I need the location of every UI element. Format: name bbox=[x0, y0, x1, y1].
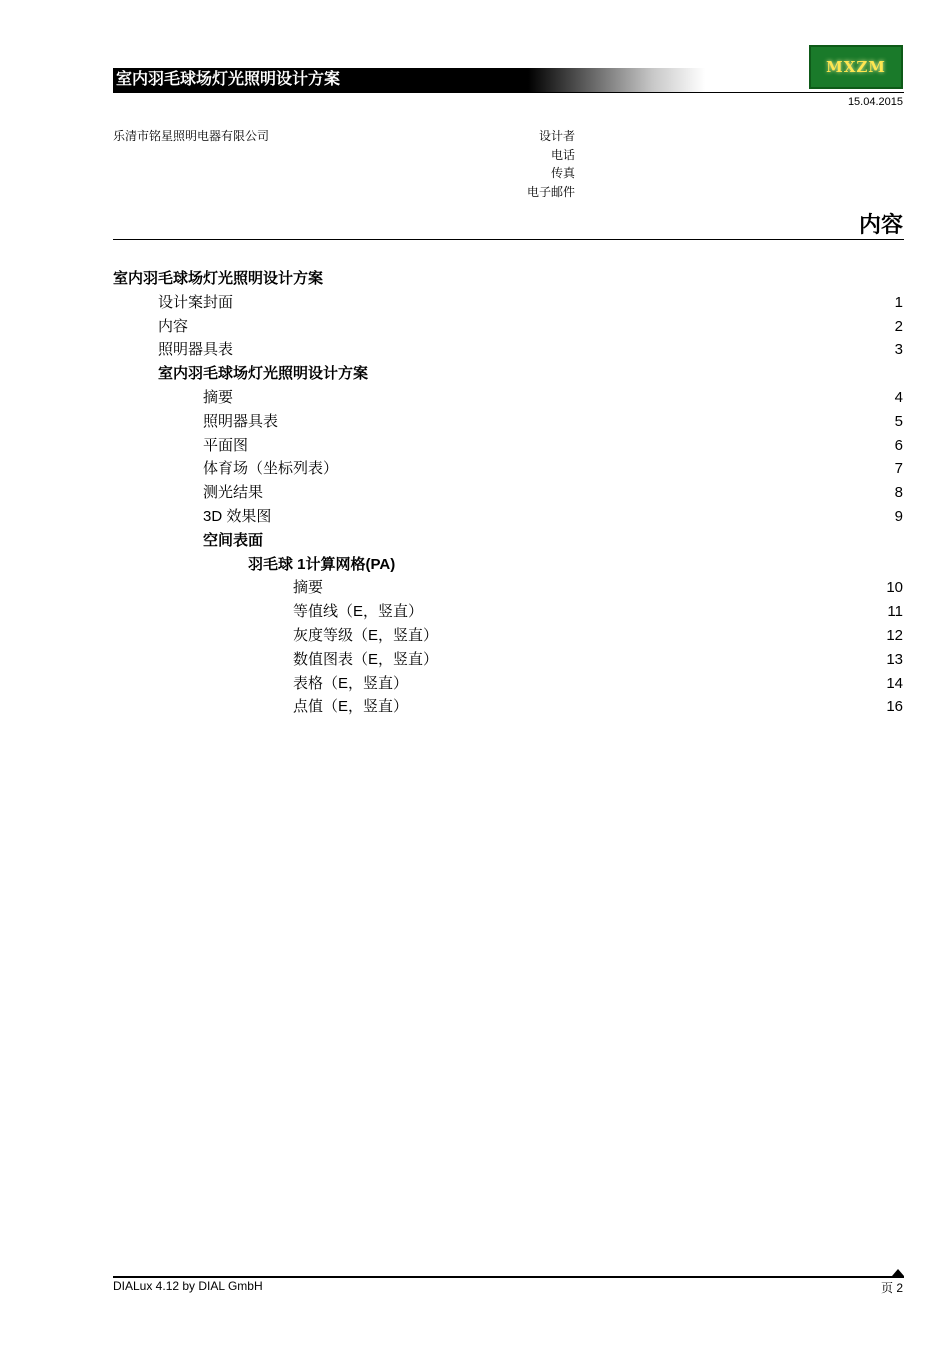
toc-entry-label: 摘要 bbox=[203, 389, 234, 406]
toc-entry-label: 数值图表（E，竖直） bbox=[293, 650, 439, 668]
toc-entry[interactable] bbox=[0, 626, 950, 650]
footer-marker-icon bbox=[892, 1269, 904, 1276]
toc-entry-page: 7 bbox=[894, 460, 903, 478]
toc-entry[interactable] bbox=[0, 531, 950, 555]
toc-entry-label: 照明器具表 bbox=[158, 341, 234, 359]
toc-entry-label: 室内羽毛球场灯光照明设计方案 bbox=[158, 365, 369, 383]
toc-entry[interactable] bbox=[0, 412, 950, 436]
company-logo bbox=[809, 45, 903, 89]
company-name: 乐清市铭星照明电器有限公司 bbox=[113, 129, 270, 143]
toc-entry[interactable] bbox=[0, 340, 950, 364]
phone-label: 电话 bbox=[550, 148, 575, 162]
toc-entry-label: 内容 bbox=[158, 317, 189, 335]
toc-entry[interactable] bbox=[0, 674, 950, 698]
toc-entry-page: 3 bbox=[894, 341, 903, 359]
designer-label: 设计者 bbox=[538, 129, 575, 143]
toc-entry-page: 8 bbox=[894, 484, 903, 502]
header-divider bbox=[113, 92, 904, 93]
toc-entry-page: 1 bbox=[894, 293, 903, 311]
footer-page-number: 页 2 bbox=[880, 1281, 903, 1295]
toc-entry-label: 空间表面 bbox=[203, 531, 264, 549]
fax-label: 传真 bbox=[550, 166, 575, 180]
toc-entry-page: 5 bbox=[894, 412, 903, 430]
toc-entry-label: 室内羽毛球场灯光照明设计方案 bbox=[113, 270, 324, 287]
toc-entry-page: 14 bbox=[886, 674, 903, 692]
toc-entry-label: 体育场（坐标列表） bbox=[203, 460, 339, 478]
toc-entry-label: 照明器具表 bbox=[203, 412, 279, 430]
toc-entry-page: 9 bbox=[894, 508, 903, 525]
footer-software: DIALux 4.12 by DIAL GmbH bbox=[113, 1279, 263, 1293]
toc-entry[interactable] bbox=[0, 555, 950, 579]
toc-entry[interactable] bbox=[0, 293, 950, 317]
toc-entry[interactable] bbox=[0, 507, 950, 531]
toc-entry-page: 2 bbox=[894, 317, 903, 335]
toc-entry-page: 13 bbox=[886, 650, 903, 668]
toc-entry[interactable] bbox=[0, 364, 950, 388]
toc-entry-page: 6 bbox=[894, 436, 903, 454]
toc-entry[interactable] bbox=[0, 388, 950, 412]
document-title: 室内羽毛球场灯光照明设计方案 bbox=[116, 71, 341, 88]
email-label: 电子邮件 bbox=[526, 185, 575, 199]
toc-entry-label: 灰度等级（E，竖直） bbox=[293, 627, 439, 644]
toc-entry-page: 11 bbox=[887, 603, 903, 621]
toc-entry-page: 4 bbox=[894, 389, 903, 406]
toc-entry[interactable] bbox=[0, 483, 950, 507]
toc-entry-label: 测光结果 bbox=[203, 484, 264, 502]
toc-entry[interactable] bbox=[0, 650, 950, 674]
toc-entry[interactable] bbox=[0, 578, 950, 602]
toc-entry-page: 12 bbox=[886, 627, 903, 644]
toc-entry[interactable] bbox=[0, 436, 950, 460]
toc-entry-label: 等值线（E，竖直） bbox=[293, 603, 424, 621]
toc-entry-label: 表格（E，竖直） bbox=[293, 674, 409, 692]
toc-entry-label: 羽毛球 1计算网格(PA) bbox=[248, 555, 396, 573]
toc-entry-page: 10 bbox=[886, 579, 903, 597]
document-date: 15.04.2015 bbox=[847, 96, 903, 108]
toc-entry-label: 摘要 bbox=[293, 579, 324, 597]
toc-entry[interactable] bbox=[0, 459, 950, 483]
toc-entry-page: 16 bbox=[886, 698, 903, 716]
section-heading: 内容 bbox=[858, 212, 903, 237]
toc-entry[interactable] bbox=[0, 317, 950, 341]
toc-entry[interactable] bbox=[0, 697, 950, 721]
section-divider bbox=[113, 239, 904, 240]
footer-divider bbox=[113, 1276, 904, 1278]
toc-entry-label: 3D 效果图 bbox=[203, 508, 272, 525]
toc-entry-label: 点值（E，竖直） bbox=[293, 698, 409, 716]
toc-entry[interactable] bbox=[0, 269, 950, 293]
toc-entry[interactable] bbox=[0, 602, 950, 626]
logo-text: MXZM bbox=[826, 58, 886, 76]
toc-entry-label: 平面图 bbox=[203, 436, 249, 454]
toc-entry-label: 设计案封面 bbox=[158, 293, 234, 311]
